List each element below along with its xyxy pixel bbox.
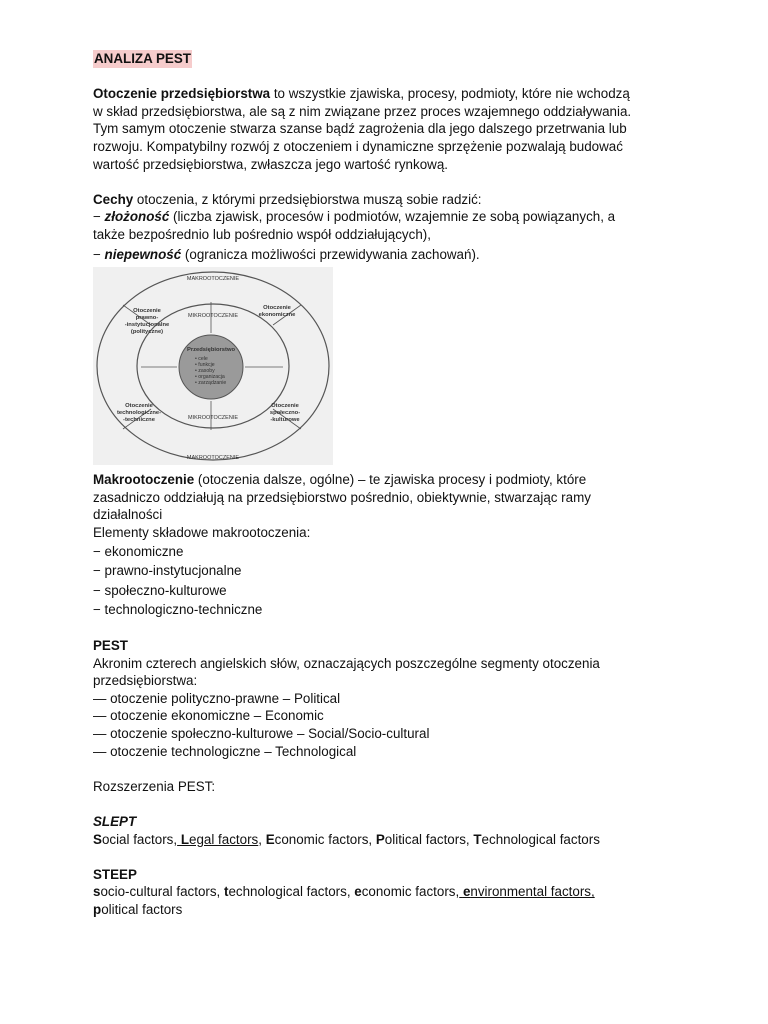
center-item: • cele xyxy=(195,356,208,363)
text-line: echnological factors, xyxy=(228,884,355,900)
text-line: (liczba zjawisk, procesów i podmiotów, wzajemnie ze sobą powiązanych, a xyxy=(169,209,616,225)
label-center-title: Przedsiębiorstwo xyxy=(187,347,235,354)
text-line: (ogranicza możliwości przewidywania zachowań). xyxy=(181,246,480,262)
label-line: Otoczenie xyxy=(271,403,299,410)
center-item: • organizacja xyxy=(195,374,225,381)
term-otoczenie: Otoczenie przedsiębiorstwa xyxy=(93,86,271,102)
text-line: Elementy składowe makrootoczenia: xyxy=(93,524,311,540)
label-line: społeczno- xyxy=(269,410,301,417)
acronym-letter: S xyxy=(93,831,102,847)
text-line: echnological factors xyxy=(481,831,600,847)
list-item: − technologiczno-techniczne xyxy=(93,602,263,617)
text-line: olitical factors xyxy=(101,902,183,917)
acronym-letter: T xyxy=(473,831,482,847)
acronym-letter: t xyxy=(224,884,229,900)
heading-slept: SLEPT xyxy=(93,814,137,830)
document-title: ANALIZA PEST xyxy=(94,51,191,66)
text-line: conomic factors, xyxy=(274,831,376,847)
list-item-zlozonosc xyxy=(93,208,693,243)
text-line: Tym samym otoczenie stwarza szanse bądź zagrożenia dla jego dalszego przetrwania lub xyxy=(93,121,627,137)
text-line: otoczenia, z którymi przedsiębiorstwa muszą sobie radzić: xyxy=(133,191,482,207)
text-line: , xyxy=(258,831,266,847)
label-makro-bottom: MAKROOTOCZENIE xyxy=(186,455,240,462)
list-item: − społeczno-kulturowe xyxy=(93,582,227,598)
text-line: zasadniczo oddziałują na przedsiębiorstwo pośrednio, obiektywnie, stwarzając ramy xyxy=(93,489,591,505)
label-line: -kulturowe xyxy=(270,417,300,424)
list-item: − prawno-instytucjonalne xyxy=(93,563,242,578)
label-line: technologiczne- xyxy=(116,410,162,417)
rozszerzenia-label: Rozszerzenia PEST: xyxy=(93,778,216,794)
text-line: to wszystkie zjawiska, procesy, podmioty, które nie wchodzą xyxy=(270,86,630,102)
center-item: • zarządzanie xyxy=(195,380,227,387)
slept-line xyxy=(93,831,693,849)
label-mikro-top: MIKROOTOCZENIE xyxy=(187,313,239,320)
text-line: działalności xyxy=(93,507,163,523)
acronym-letter: E xyxy=(265,831,275,847)
term-makrootoczenie: Makrootoczenie xyxy=(93,472,195,488)
label-line: ekonomiczne xyxy=(258,312,296,319)
paragraph-makrootoczenie xyxy=(93,471,693,541)
list-makro-elements xyxy=(93,542,693,620)
document-page xyxy=(93,50,693,919)
text-line: rozwoju. Kompatybilny rozwój z otoczeniem i dynamiczne sprzężenie pozwalają budować xyxy=(93,138,623,154)
list-item: — otoczenie społeczno-kulturowe – Social/Socio-cultural xyxy=(93,726,430,742)
text-line: w skład przedsiębiorstwa, ale są z nim związane przez proces wzajemnego oddziaływania. xyxy=(93,103,632,119)
label-mikro-bottom: MIKROOTOCZENIE xyxy=(187,415,239,422)
dash: − xyxy=(93,246,105,262)
text-line: egal factors xyxy=(189,831,259,847)
label-line: Otoczenie xyxy=(125,403,153,410)
label-line: prawno- xyxy=(135,315,159,322)
text-line: ocio-cultural factors, xyxy=(100,884,224,900)
text-line: przedsiębiorstwa: xyxy=(93,673,198,689)
list-item-niepewnosc xyxy=(93,246,693,264)
acronym-letter: p xyxy=(93,902,102,917)
text-line: (otoczenia dalsze, ogólne) – te zjawiska procesy i podmioty, które xyxy=(194,472,587,488)
text-line: nvironmental factors, xyxy=(470,884,595,900)
label-right-top xyxy=(259,305,296,318)
label-makro-top: MAKROOTOCZENIE xyxy=(186,276,240,283)
paragraph-otoczenie xyxy=(93,85,693,173)
label-line: -instytucjonalne xyxy=(124,322,170,329)
text-line: Akronim czterech angielskich słów, oznaczających poszczególne segmenty otoczenia xyxy=(93,655,600,671)
center-item: • zasoby xyxy=(195,368,215,375)
center-item: • funkcje xyxy=(195,362,215,369)
list-item: — otoczenie polityczno-prawne – Political xyxy=(93,690,341,706)
label-line: Otoczenie xyxy=(263,305,291,312)
label-line: Otoczenie xyxy=(133,308,161,315)
acronym-letter: e xyxy=(462,884,471,900)
text-line: conomic factors, xyxy=(361,884,460,900)
environment-diagram xyxy=(93,267,333,465)
dash: − xyxy=(93,209,105,225)
term-niepewnosc: niepewność xyxy=(104,246,182,262)
list-item: — otoczenie ekonomiczne – Economic xyxy=(93,708,324,724)
acronym-letter: L xyxy=(177,831,190,847)
label-line: (polityczne) xyxy=(130,329,164,336)
acronym-letter: s xyxy=(93,884,101,900)
heading-steep: STEEP xyxy=(93,866,137,882)
list-pest xyxy=(93,690,693,760)
paragraph-pest xyxy=(93,655,693,690)
text-line: także bezpośrednio lub pośrednio współ oddziałujących), xyxy=(93,226,431,242)
label-line: -techniczne xyxy=(123,417,155,424)
term-cechy: Cechy xyxy=(93,191,134,207)
label-right-bottom xyxy=(270,403,301,423)
heading-pest: PEST xyxy=(93,638,128,654)
text-line: olitical factors, xyxy=(384,831,474,847)
text-line: wartość przedsiębiorstwa, zwłaszcza jego wartość rynkową. xyxy=(93,156,448,172)
list-item: — otoczenie technologiczne – Technological xyxy=(93,743,357,759)
acronym-letter: P xyxy=(375,831,385,847)
term-zlozonosc: złożoność xyxy=(104,209,170,225)
list-item: − ekonomiczne xyxy=(93,543,184,559)
steep-line xyxy=(93,883,693,918)
acronym-letter: e xyxy=(354,884,362,900)
text-line: ocial factors, xyxy=(101,831,178,847)
paragraph-cechy xyxy=(93,191,693,209)
